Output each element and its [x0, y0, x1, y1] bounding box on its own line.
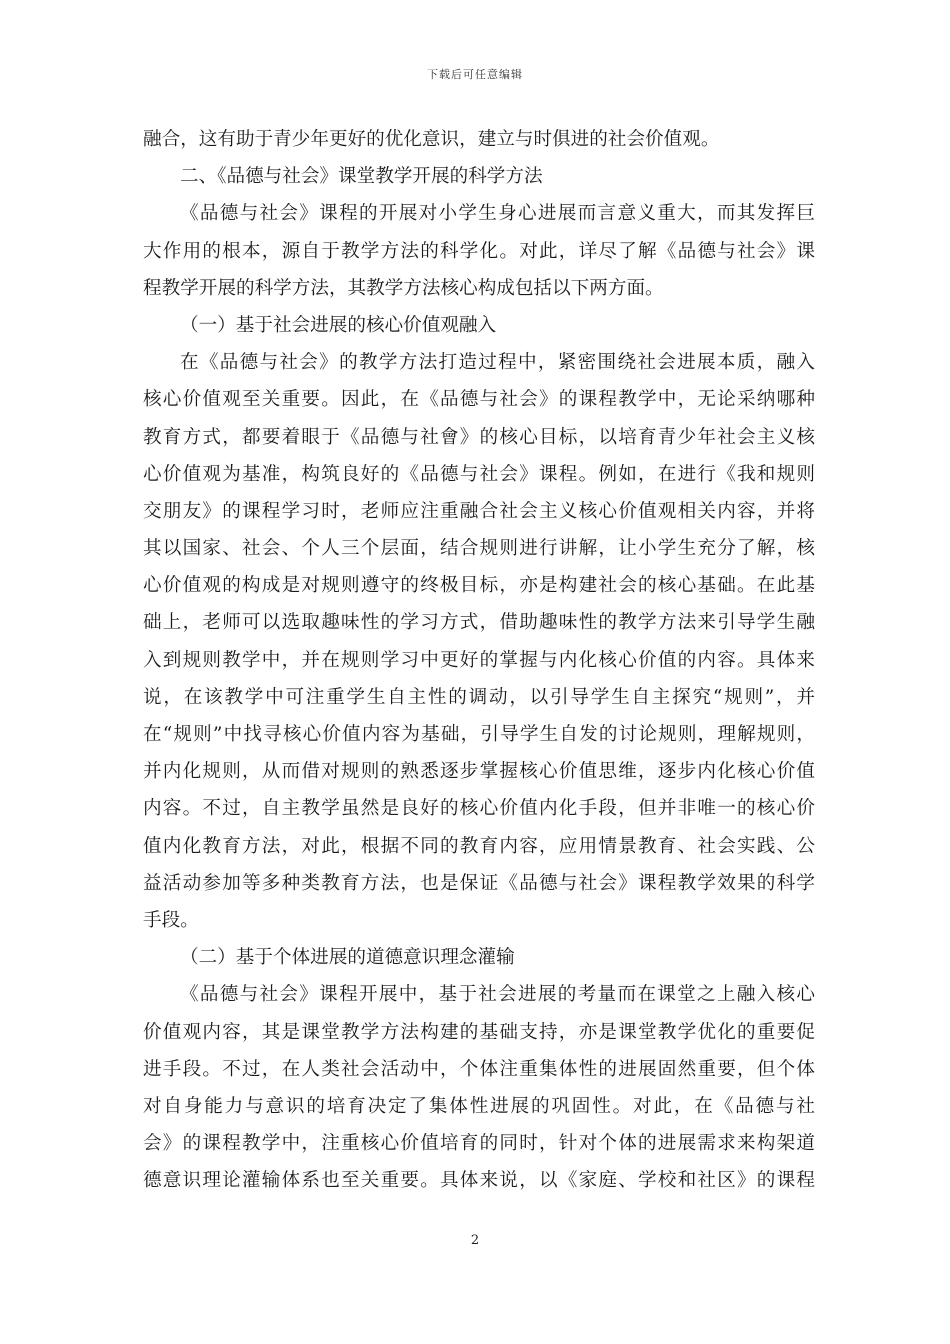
paragraph-line: 其以国家、社会、个人三个层面，结合规则进行讲解，让小学生充分了解，核	[143, 538, 815, 560]
paragraph-line: 值内化教育方法，对此，根据不同的教育内容，应用情景教育、社会实践、公	[143, 835, 815, 857]
paragraph-line: 价值观内容，其是课堂教学方法构建的基础支持，亦是课堂教学优化的重要促	[143, 1021, 815, 1043]
paragraph-line: 《品德与社会》课程的开展对小学生身心进展而言意义重大，而其发挥巨	[180, 203, 815, 225]
page-number: 2	[470, 1233, 480, 1248]
paragraph-line: 础上，老师可以选取趣味性的学习方式，借助趣味性的教学方法来引导学生融	[143, 612, 815, 634]
paragraph-line: 在《品德与社会》的教学方法打造过程中，紧密围绕社会进展本质，融入	[180, 352, 815, 374]
paragraph-line: 并内化规则，从而借对规则的熟悉逐步掌握核心价值思维，逐步内化核心价值	[143, 761, 815, 783]
paragraph-line: 《品德与社会》课程开展中，基于社会进展的考量而在课堂之上融入核心	[180, 984, 815, 1006]
paragraph-line: 交朋友》的课程学习时，老师应注重融合社会主义核心价值观相关内容，并将	[143, 500, 815, 522]
paragraph-line: 心价值观为基准，构筑良好的《品德与社会》课程。例如，在进行《我和规则	[143, 463, 815, 485]
page-header: 下载后可任意编辑	[427, 68, 523, 81]
paragraph-line: 德意识理论灌输体系也至关重要。具体来说，以《家庭、学校和社区》的课程	[143, 1170, 815, 1192]
paragraph-line: 益活动参加等多种类教育方法，也是保证《品德与社会》课程教学效果的科学	[143, 872, 815, 894]
paragraph-line: 教育方式，都要着眼于《品德与社會》的核心目标，以培育青少年社会主义核	[143, 426, 815, 448]
paragraph-line: 内容。不过，自主教学虽然是良好的核心价值内化手段，但并非唯一的核心价	[143, 798, 815, 820]
paragraph-line: 心价值观的构成是对规则遵守的终极目标，亦是构建社会的核心基础。在此基	[143, 575, 815, 597]
paragraph-line: 进手段。不过，在人类社会活动中，个体注重集体性的进展固然重要，但个体	[143, 1058, 815, 1080]
paragraph-line: 会》的课程教学中，注重核心价值培育的同时，针对个体的进展需求来构架道	[143, 1133, 815, 1155]
paragraph-line: 融合，这有助于青少年更好的优化意识，建立与时俱进的社会价值观。	[143, 129, 720, 150]
subsection-heading: （二）基于个体进展的道德意识理念灌输	[180, 947, 515, 969]
paragraph-line: 大作用的根本，源自于教学方法的科学化。对此，详尽了解《品德与社会》课	[143, 240, 815, 262]
subsection-heading: （一）基于社会进展的核心价值观融入	[180, 314, 497, 336]
paragraph-line: 手段。	[143, 909, 199, 931]
section-heading: 二、《品德与社会》课堂教学开展的科学方法	[180, 166, 543, 188]
paragraph-line: 入到规则教学中，并在规则学习中更好的掌握与内化核心价值的内容。具体来	[143, 649, 815, 671]
paragraph-line: 程教学开展的科学方法，其教学方法核心构成包括以下两方面。	[143, 277, 664, 299]
paragraph-line: 核心价值观至关重要。因此，在《品德与社会》的课程教学中，无论采纳哪种	[143, 389, 815, 411]
paragraph-line: 在“规则”中找寻核心价值内容为基础，引导学生自发的讨论规则，理解规则，	[143, 724, 815, 745]
paragraph-line: 对自身能力与意识的培育决定了集体性进展的巩固性。对此，在《品德与社	[143, 1095, 815, 1117]
paragraph-line: 说，在该教学中可注重学生自主性的调动，以引导学生自主探究“规则”，并	[143, 686, 815, 708]
document-body	[143, 121, 815, 1199]
